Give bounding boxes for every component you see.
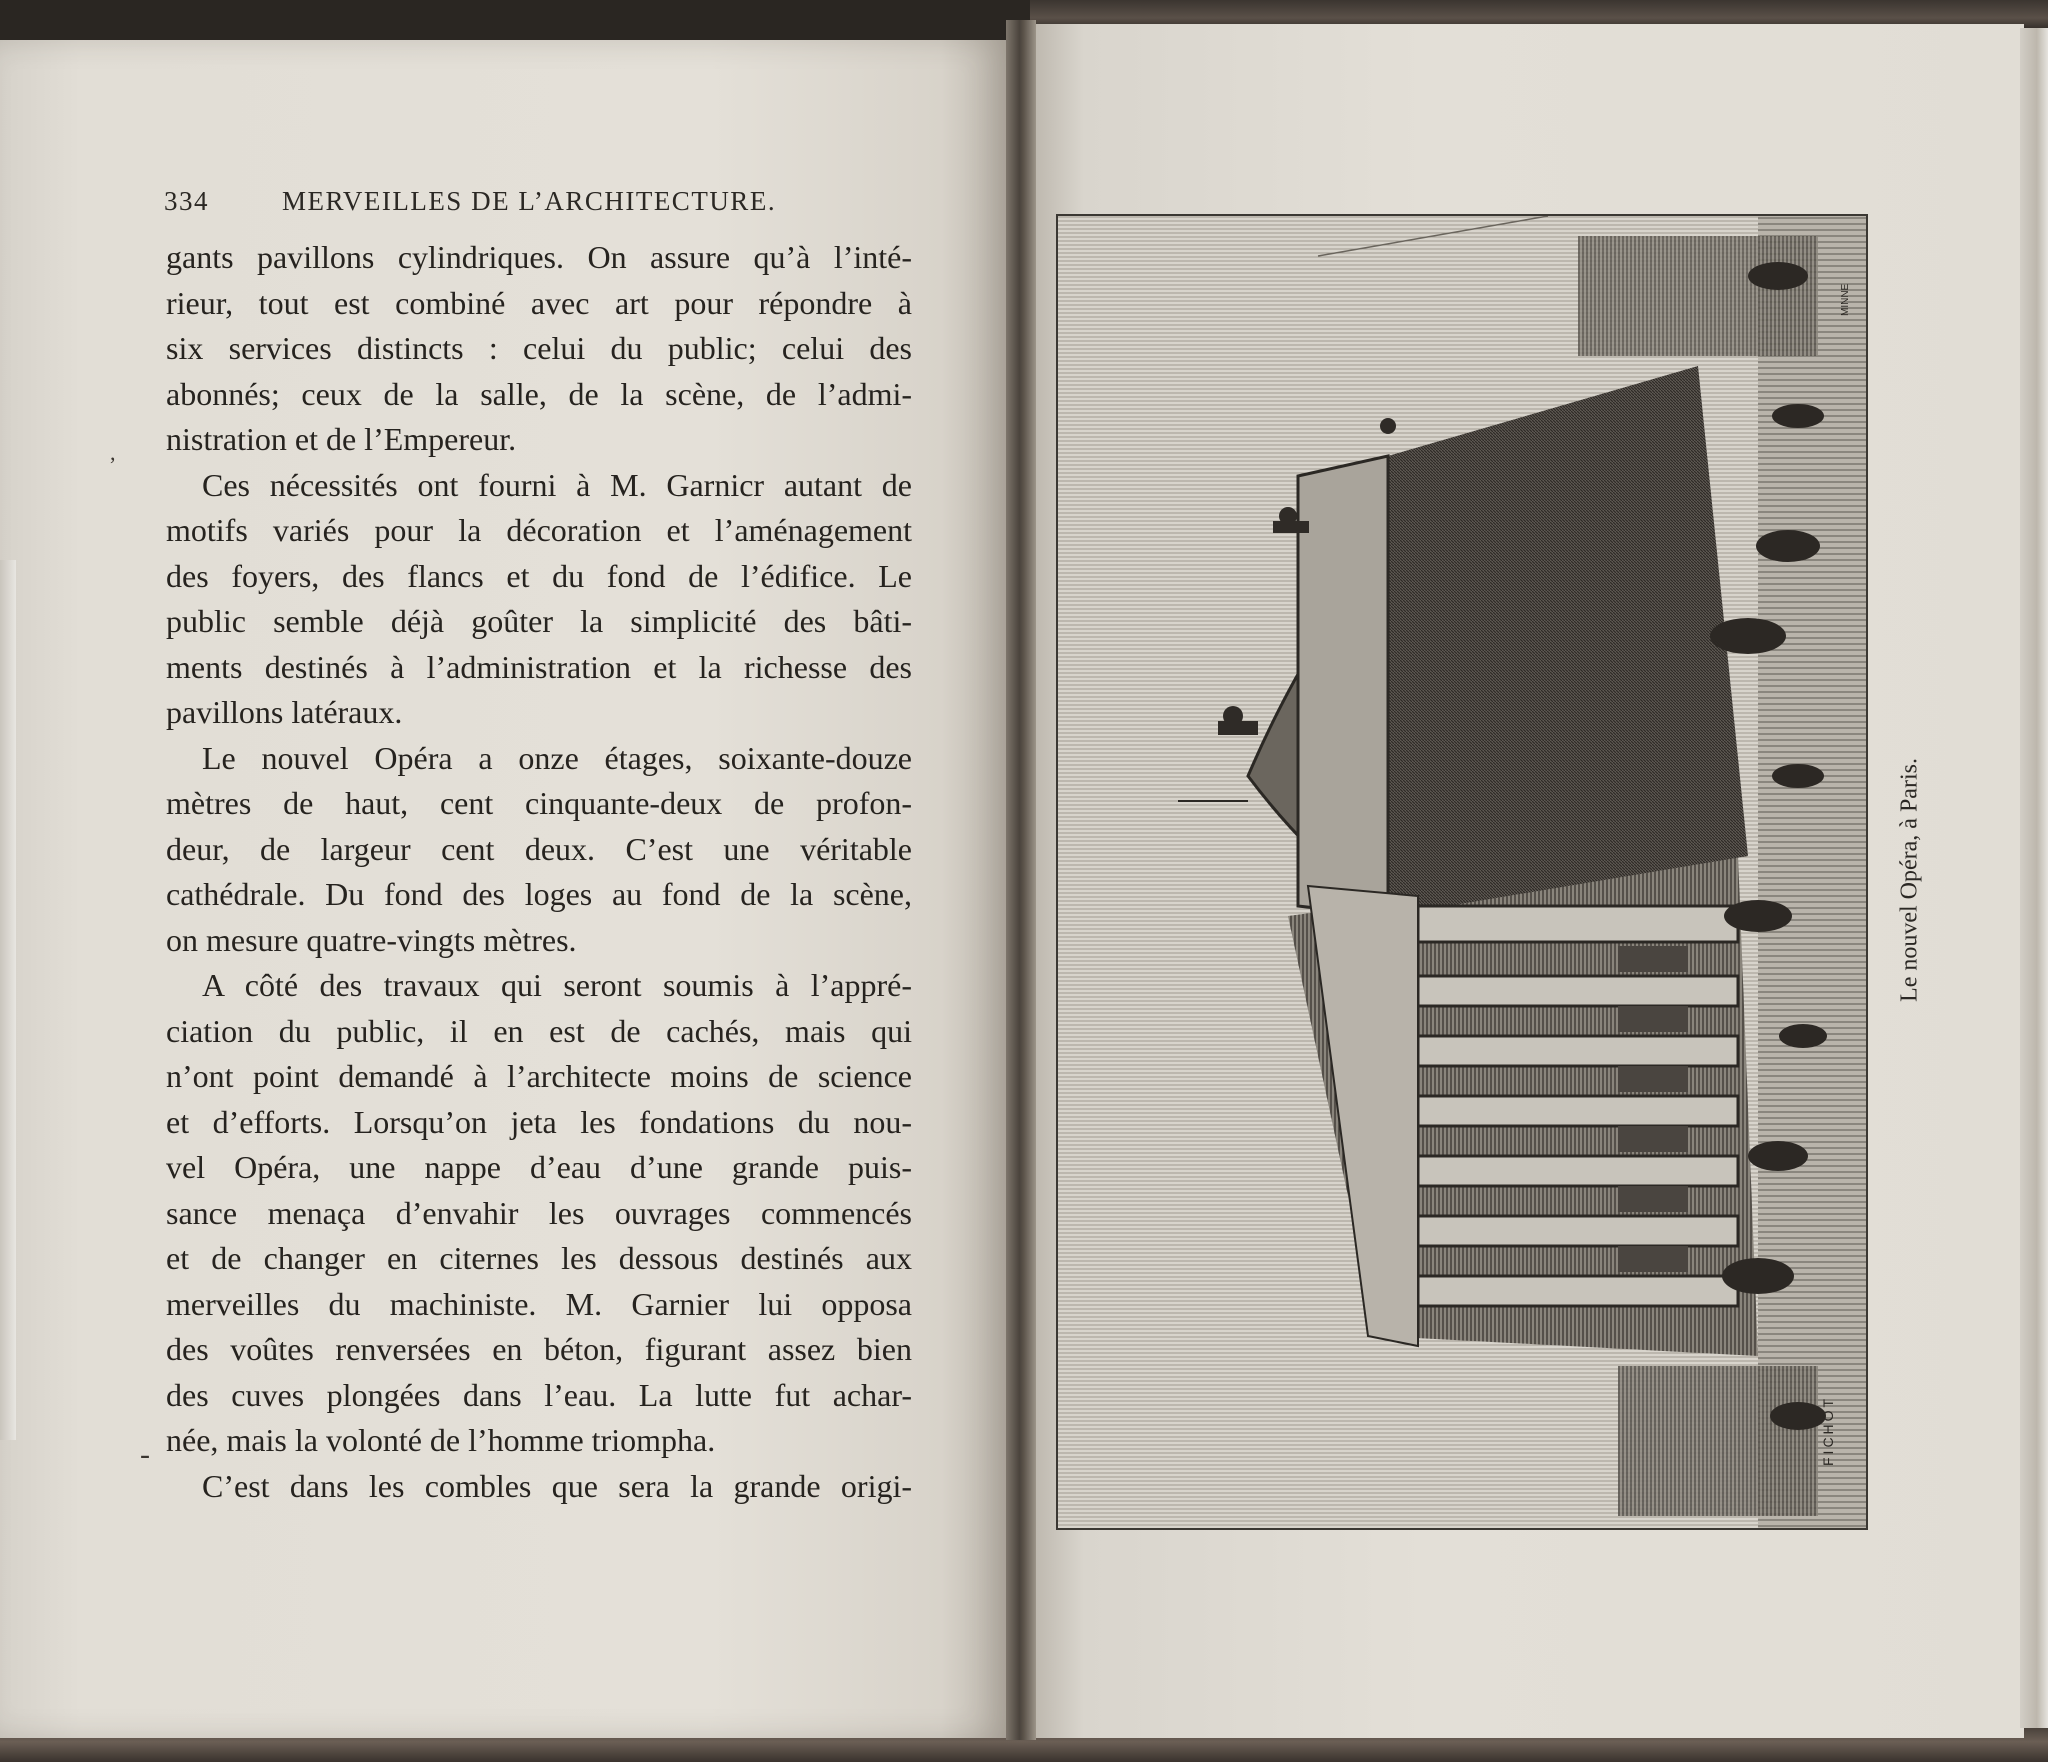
artist-signature: MINNE <box>1840 283 1851 316</box>
engraver-signature: FICHOT <box>1820 1395 1836 1466</box>
text-line: ments destinés à l’administration et la richesse des <box>166 648 912 685</box>
text-line: public semble déjà goûter la simplicité des bâti- <box>166 603 912 639</box>
text-line: nistration et de l’Empereur. <box>166 421 517 457</box>
text-line: des cuves plongées dans l’eau. La lutte fut achar- <box>166 1376 912 1413</box>
margin-mark: - <box>140 1438 150 1471</box>
text-line: C’est dans les combles que sera la grande origi- <box>202 1467 912 1504</box>
text-line: abonnés; ceux de la salle, de la scène, de l’admi- <box>166 375 912 412</box>
text-line: des voûtes renversées en béton, figurant assez bien <box>166 1331 912 1367</box>
text-line: gants pavillons cylindriques. On assure qu’à l’inté- <box>166 239 912 275</box>
text-line: mètres de haut, cent cinquante-deux de profon- <box>166 785 912 821</box>
text-line: pavillons latéraux. <box>166 694 403 730</box>
text-line: deur, de largeur cent deux. C’est une véritable <box>166 830 912 867</box>
text-line: née, mais la volonté de l’homme triompha. <box>166 1422 716 1458</box>
text-line: A côté des travaux qui seront soumis à l’appré- <box>202 967 912 1003</box>
engraving-opera-paris <box>1056 214 1868 1530</box>
text-line: et de changer en citernes les dessous destinés aux <box>166 1240 912 1276</box>
text-line: motifs variés pour la décoration et l’aménagement <box>166 512 912 548</box>
book-gutter <box>1006 20 1036 1740</box>
text-line: vel Opéra, une nappe d’eau d’une grande puis- <box>166 1149 912 1185</box>
text-line: rieur, tout est combiné avec art pour répondre à <box>166 284 912 321</box>
text-line: et d’efforts. Lorsqu’on jeta les fondations du nou- <box>166 1103 912 1140</box>
page-fore-edge <box>2020 28 2048 1728</box>
plate-caption <box>1890 720 1930 1040</box>
page-header <box>164 186 914 222</box>
text-line: on mesure quatre-vingts mètres. <box>166 921 577 958</box>
text-line: ciation du public, il en est de cachés, mais qui <box>166 1012 912 1049</box>
running-head: MERVEILLES DE L’ARCHITECTURE. <box>282 186 777 216</box>
engraving-illustration <box>1058 216 1866 1528</box>
plate-caption-text: Le nouvel Opéra, à Paris. <box>1896 758 1923 1002</box>
body-text <box>166 235 912 1509</box>
text-line: des foyers, des flancs et du fond de l’édifice. Le <box>166 557 912 594</box>
text-line: Ces nécessités ont fourni à M. Garnicr autant de <box>202 466 912 503</box>
text-line: cathédrale. Du fond des loges au fond de la scène, <box>166 876 912 912</box>
text-line: Le nouvel Opéra a onze étages, soixante-douze <box>202 739 912 776</box>
text-line: six services distincts : celui du public; celui des <box>166 330 912 366</box>
page-edge-strip <box>0 560 16 1440</box>
text-line: sance menaça d’envahir les ouvrages commencés <box>166 1194 912 1231</box>
text-line: merveilles du machiniste. M. Garnier lui opposa <box>166 1285 912 1322</box>
text-line: n’ont point demandé à l’architecte moins de science <box>166 1058 912 1094</box>
margin-mark: , <box>110 440 116 465</box>
page-number: 334 <box>164 186 209 216</box>
